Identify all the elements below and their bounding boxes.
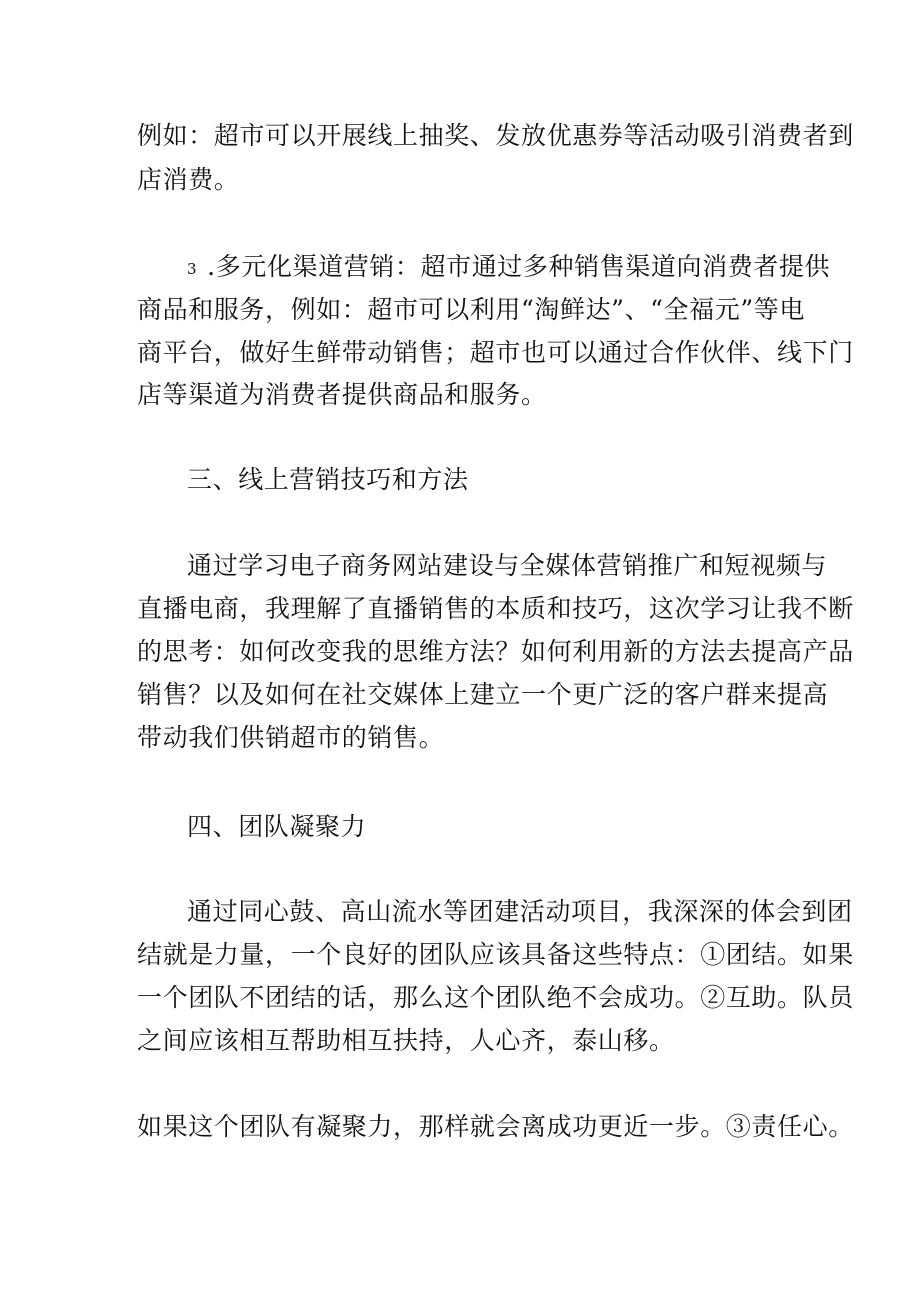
paragraph-line: 如果这个团队有凝聚力，那样就会离成功更近一步。③责任心。 bbox=[137, 1112, 854, 1141]
paragraph-line: 结就是力量，一个良好的团队应该具备这些特点：①团结。如果 bbox=[137, 940, 854, 969]
paragraph-line: 商平台，做好生鲜带动销售；超市也可以通过合作伙伴、线下门 bbox=[137, 338, 854, 367]
section-heading: 三、线上营销技巧和方法 bbox=[187, 465, 469, 494]
paragraph-line: 通过学习电子商务网站建设与全媒体营销推广和短视频与 bbox=[187, 551, 828, 580]
section-heading: 四、团队凝聚力 bbox=[187, 812, 367, 841]
paragraph-line: 店消费。 bbox=[137, 165, 240, 194]
paragraph-line: 带动我们供销超市的销售。 bbox=[137, 723, 445, 752]
paragraph-line: 店等渠道为消费者提供商品和服务。 bbox=[137, 380, 547, 409]
paragraph-line: 通过同心鼓、高山流水等团建活动项目，我深深的体会到团 bbox=[187, 897, 853, 926]
paragraph-line: 的思考：如何改变我的思维方法？如何利用新的方法去提高产品 bbox=[137, 637, 854, 666]
paragraph-line: 例如：超市可以开展线上抽奖、发放优惠券等活动吸引消费者到 bbox=[137, 121, 854, 150]
paragraph-text: .多元化渠道营销：超市通过多种销售渠道向消费者提供 bbox=[207, 252, 831, 281]
list-number: 3 bbox=[187, 260, 198, 278]
numbered-paragraph-line bbox=[187, 252, 830, 285]
paragraph-line: 销售？以及如何在社交媒体上建立一个更广泛的客户群来提高 bbox=[137, 680, 829, 709]
paragraph-line: 商品和服务，例如：超市可以利用“淘鲜达”、“全福元”等电 bbox=[137, 295, 805, 324]
paragraph-line: 直播电商，我理解了直播销售的本质和技巧，这次学习让我不断 bbox=[137, 594, 854, 623]
paragraph-line: 之间应该相互帮助相互扶持，人心齐，泰山移。 bbox=[137, 1026, 675, 1055]
paragraph-line: 一个团队不团结的话，那么这个团队绝不会成功。②互助。队员 bbox=[137, 983, 854, 1012]
